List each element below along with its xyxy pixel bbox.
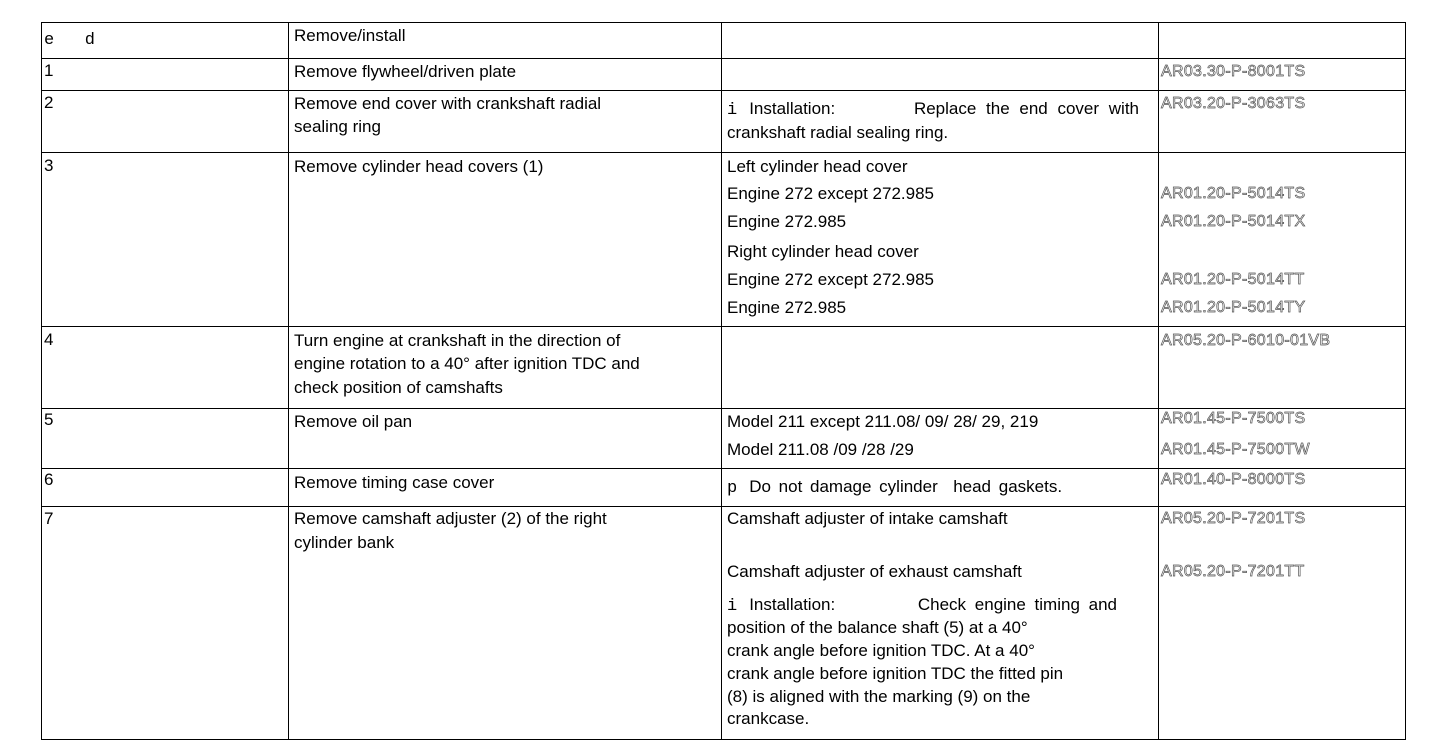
row-4-step: 4 [44,330,54,349]
row-5-item-ref: AR01.45-P-7500TW [1161,441,1310,458]
row-4-action-line2: engine rotation to a 40° after ignition TDC and [294,354,640,373]
row-3-item-ref: AR01.20-P-5014TS [1161,185,1306,202]
row-3-item: Engine 272 except 272.985 [727,270,935,289]
note-text: Do not damage cylinder head gaskets. [749,477,1063,496]
row-3-item: Right cylinder head cover [727,242,919,261]
row-3-action: Remove cylinder head covers (1) [294,157,544,176]
row-2-action-line2: sealing ring [294,117,381,136]
row-divider [41,468,1406,469]
row-7-action-line2: cylinder bank [294,533,395,552]
row-7-note-line: (8) is aligned with the marking (9) on the [727,687,1031,706]
row-2-ref: AR03.20-P-3063TS [1161,95,1306,112]
row-2-note [727,98,1139,122]
row-3-step: 3 [44,156,54,175]
row-1-step: 1 [44,61,54,80]
row-7-step: 7 [44,509,54,528]
row-3-item-ref: AR01.20-P-5014TY [1161,299,1306,316]
info-icon: i [727,597,738,616]
row-6-ref: AR01.40-P-8000TS [1161,471,1306,488]
column-divider [1158,22,1159,740]
row-7-note-line: crank angle before ignition TDC. At a 40° [727,641,1035,660]
column-divider [1405,22,1406,740]
row-4-action-line3: check position of camshafts [294,378,503,397]
row-divider [41,326,1406,327]
header-step: e d [44,31,96,50]
row-3-item: Engine 272 except 272.985 [727,184,935,203]
row-6-step: 6 [44,470,54,489]
row-1-action: Remove flywheel/driven plate [294,62,517,81]
row-7-action-line1: Remove camshaft adjuster (2) of the right [294,509,607,528]
row-4-action-line1: Turn engine at crankshaft in the direction of [294,331,621,350]
row-7-item-ref: AR05.20-P-7201TT [1161,563,1305,580]
row-6-note [727,476,1062,500]
row-7-note-line: crank angle before ignition TDC the fitted pin [727,664,1064,683]
row-7-item: Camshaft adjuster of intake camshaft [727,509,1008,528]
row-5-item: Model 211.08 /09 /28 /29 [727,440,914,459]
header-action: Remove/install [294,26,406,45]
row-3-item-ref: AR01.20-P-5014TX [1161,213,1306,230]
row-3-item-ref: AR01.20-P-5014TT [1161,271,1305,288]
row-5-item-ref: AR01.45-P-7500TS [1161,410,1306,427]
row-3-item: Left cylinder head cover [727,157,908,176]
caution-icon: p [727,479,738,498]
row-2-action-line1: Remove end cover with crankshaft radial [294,94,602,113]
row-7-note-line: crankcase. [727,709,810,728]
row-divider [41,58,1406,59]
row-5-action: Remove oil pan [294,412,413,431]
row-3-item: Engine 272.985 [727,212,847,231]
row-divider [41,739,1406,740]
row-2-step: 2 [44,93,54,112]
row-divider [41,22,1406,23]
note-text: Check engine timing and [917,595,1117,614]
row-divider [41,152,1406,153]
column-divider [41,22,42,740]
row-7-item: Camshaft adjuster of exhaust camshaft [727,562,1022,581]
row-5-step: 5 [44,410,54,429]
note-text: Replace the end cover with [913,99,1139,118]
procedure-table [41,22,1406,740]
row-4-ref: AR05.20-P-6010-01VB [1161,332,1331,349]
row-1-ref: AR03.30-P-8001TS [1161,63,1306,80]
row-2-note-line2: crankshaft radial sealing ring. [727,123,949,142]
row-3-item: Engine 272.985 [727,298,847,317]
row-7-item-ref: AR05.20-P-7201TS [1161,510,1306,527]
row-divider [41,90,1406,91]
row-6-action: Remove timing case cover [294,473,495,492]
row-divider [41,506,1406,507]
row-7-note [727,594,1117,618]
column-divider [721,22,722,740]
row-5-item: Model 211 except 211.08/ 09/ 28/ 29, 219 [727,412,1039,431]
column-divider [288,22,289,740]
note-label: Installation: [749,99,836,118]
row-7-note-line: position of the balance shaft (5) at a 40° [727,618,1028,637]
info-icon: i [727,101,738,120]
note-label: Installation: [749,595,836,614]
